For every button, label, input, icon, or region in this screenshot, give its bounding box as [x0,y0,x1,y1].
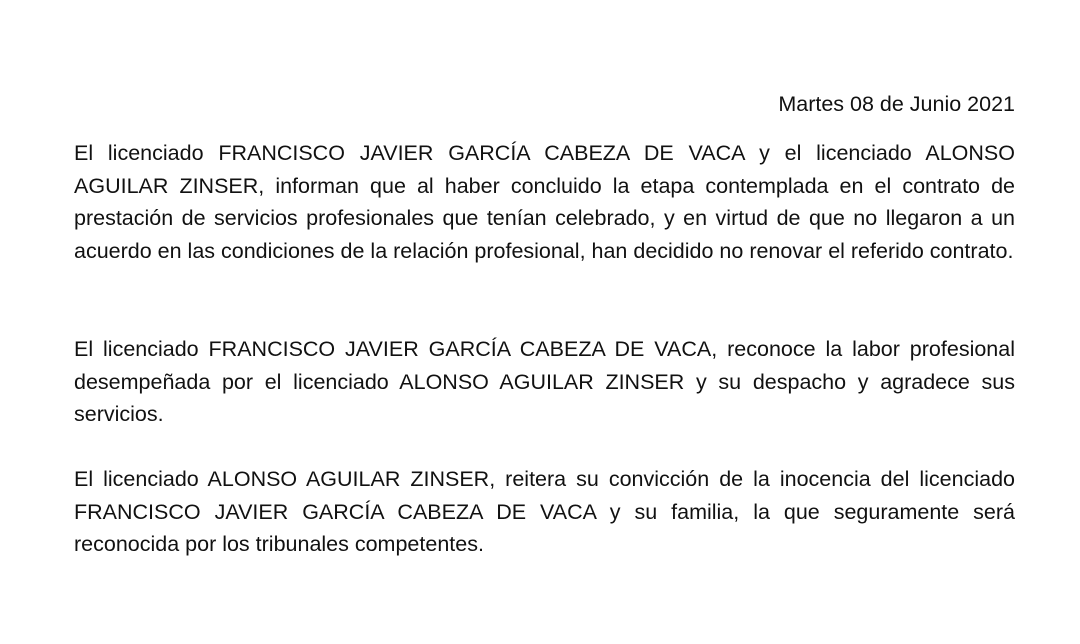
paragraph-innocence-statement: El licenciado ALONSO AGUILAR ZINSER, reitera su convicción de la inocencia del licenciado FRANCISCO JAVIER GARCÍA CABEZA DE VACA y su familia, la que seguramente será reconocida por los tribunales competentes. [74,467,1015,556]
paragraph-contract-termination: El licenciado FRANCISCO JAVIER GARCÍA CABEZA DE VACA y el licenciado ALONSO AGUILAR ZINSER, informan que al haber concluido la etapa contemplada en el contrato de prestación de servicios profesionales que tenían celebrado, y en virtud de que no llegaron a un acuerdo en las condiciones de la relación profesional, han decidido no renovar el referido contrato. [74,141,1015,263]
paragraph-acknowledgement: El licenciado FRANCISCO JAVIER GARCÍA CABEZA DE VACA, reconoce la labor profesional desempeñada por el licenciado ALONSO AGUILAR ZINSER y su despacho y agradece sus servicios. [74,337,1015,426]
document-date: Martes 08 de Junio 2021 [778,92,1015,116]
